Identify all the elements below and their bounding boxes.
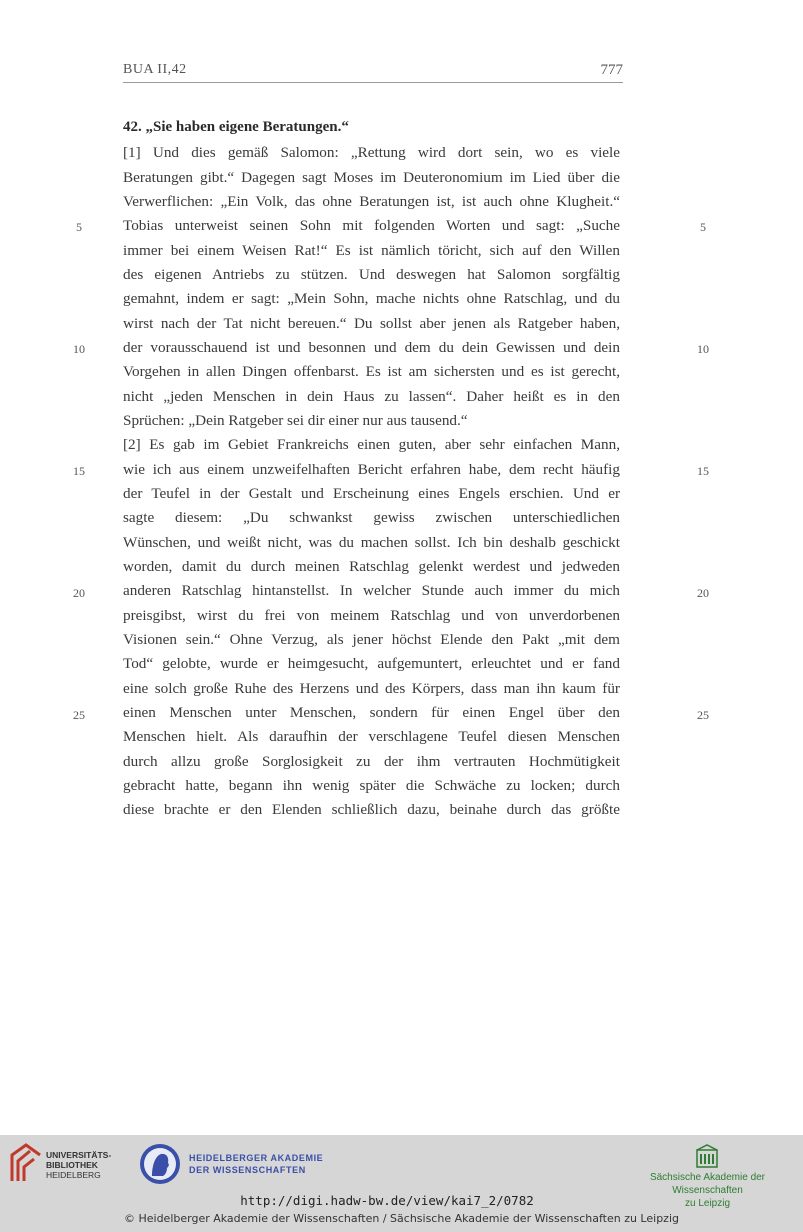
- running-header: [123, 60, 623, 83]
- line-number-right: 5: [700, 220, 706, 234]
- text-line: Tod“ gelobte, wurde er heimgesucht, aufgemuntert, erleuchtet und er fand: [123, 655, 620, 672]
- text-line: Vorgehen in allen Dingen offenbarst. Es ist am sichersten und es ist gerecht,: [123, 363, 620, 380]
- text-line: [1] Und dies gemäß Salomon: „Rettung wird dort sein, wo es viele: [123, 144, 620, 161]
- text-line: einen Menschen unter Menschen, sondern für einen Engel über den: [123, 704, 620, 721]
- line-number-left: 10: [73, 342, 85, 356]
- text-line: nicht „jeden Menschen in dein Haus zu lassen“. Daher heißt es in den: [123, 388, 620, 405]
- text-line: wirst nach der Tat nicht bereuen.“ Du sollst aber jenen als Ratgeber haben,: [123, 315, 620, 332]
- line-number-left: 15: [73, 464, 85, 478]
- text-line: Wünschen, und weißt nicht, was du machen sollst. Ich bin deshalb geschickt: [123, 534, 620, 551]
- university-library-logo-icon[interactable]: [8, 1141, 44, 1185]
- text-line: worden, damit du durch meinen Ratschlag gelenkt werdest und jedweden: [123, 558, 620, 575]
- text-line: sagte diesem: „Du schwankst gewiss zwischen unterschiedlichen: [123, 509, 620, 526]
- text-line: immer bei einem Weisen Rat!“ Es ist nämlich töricht, sich auf den Willen: [123, 242, 620, 259]
- line-number-right: 15: [697, 464, 709, 478]
- academy-medallion-icon[interactable]: [139, 1142, 181, 1186]
- saxon-academy-building-icon[interactable]: [696, 1144, 718, 1168]
- text-line: des eigenen Antriebs zu stützen. Und deswegen hat Salomon sorgfältig: [123, 266, 620, 283]
- text-line: der vorausschauend ist und besonnen und dem du dein Gewissen und dein: [123, 339, 620, 356]
- text-line: eine solch große Ruhe des Herzens und des Körpers, dass man ihn kaum für: [123, 680, 620, 697]
- page-number: 777: [600, 62, 623, 78]
- line-number-left: 25: [73, 708, 85, 722]
- copyright-notice: © Heidelberger Akademie der Wissenschaften / Sächsische Akademie der Wissenschaften zu Leipzig: [123, 1212, 679, 1225]
- text-line: der Teufel in der Gestalt und Erscheinung eines Engels erschien. Und er: [123, 485, 620, 502]
- ub-line-3: HEIDELBERG: [46, 1170, 101, 1180]
- text-line: gebracht hatte, begann ihn wenig später die Schwäche zu locken; durch: [123, 777, 620, 794]
- text-line: gemahnt, indem er sagt: „Mein Sohn, mache nichts ohne Ratschlag, und du: [123, 290, 620, 307]
- line-number-right: 10: [697, 342, 709, 356]
- text-line: Menschen hielt. Als daraufhin der verschlagene Teufel diesen Menschen: [123, 728, 620, 745]
- header-siglum: BUA II,42: [123, 62, 187, 77]
- academy-name: [189, 1152, 323, 1176]
- saw-line-2: zu Leipzig: [684, 1198, 731, 1209]
- saw-line-1: Sächsische Akademie der Wissenschaften: [649, 1172, 766, 1196]
- text-line: Beratungen gibt.“ Dagegen sagt Moses im Deuteronomium im Lied über die: [123, 169, 620, 186]
- text-line: Verwerflichen: „Ein Volk, das ohne Beratungen ist, ist auch ohne Klugheit.“: [123, 193, 620, 210]
- ub-line-2: BIBLIOTHEK: [46, 1160, 98, 1170]
- text-line: Tobias unterweist seinen Sohn mit folgenden Worten und sagt: „Suche: [123, 217, 620, 234]
- line-number-right: 25: [697, 708, 709, 722]
- hadw-line-2: DER WISSENSCHAFTEN: [189, 1165, 306, 1175]
- text-line: wie ich aus einem unzweifelhaften Bericht erfahren habe, dem recht häufig: [123, 461, 620, 478]
- text-line: durch allzu große Sorglosigkeit zu der ihm vertrauten Hochmütigkeit: [123, 753, 620, 770]
- section-heading: 42. „Sie haben eigene Beratungen.“: [123, 119, 349, 135]
- line-number-left: 5: [76, 220, 82, 234]
- line-number-right: 20: [697, 586, 709, 600]
- text-line: anderen Ratschlag hintanstellst. In welcher Stunde auch immer du mich: [123, 582, 620, 599]
- text-line: preisgibst, wirst du frei von meinem Ratschlag und von unverdorbenen: [123, 607, 620, 624]
- text-line: Visionen sein.“ Ohne Verzug, als jener höchst Elende den Pakt „mit dem: [123, 631, 620, 648]
- text-line: Sprüchen: „Dein Ratgeber sei dir einer nur aus tausend.“: [123, 412, 468, 429]
- university-library-name: [46, 1150, 111, 1180]
- text-line: [2] Es gab im Gebiet Frankreichs einen guten, aber sehr einfachen Mann,: [123, 436, 620, 453]
- permalink-url[interactable]: http://digi.hadw-bw.de/view/kai7_2/0782: [240, 1193, 534, 1208]
- ub-line-1: UNIVERSITÄTS-: [46, 1150, 112, 1160]
- text-line: diese brachte er den Elenden schließlich dazu, beinahe durch das größte: [123, 801, 620, 818]
- line-number-left: 20: [73, 586, 85, 600]
- hadw-line-1: HEIDELBERGER AKADEMIE: [189, 1153, 324, 1163]
